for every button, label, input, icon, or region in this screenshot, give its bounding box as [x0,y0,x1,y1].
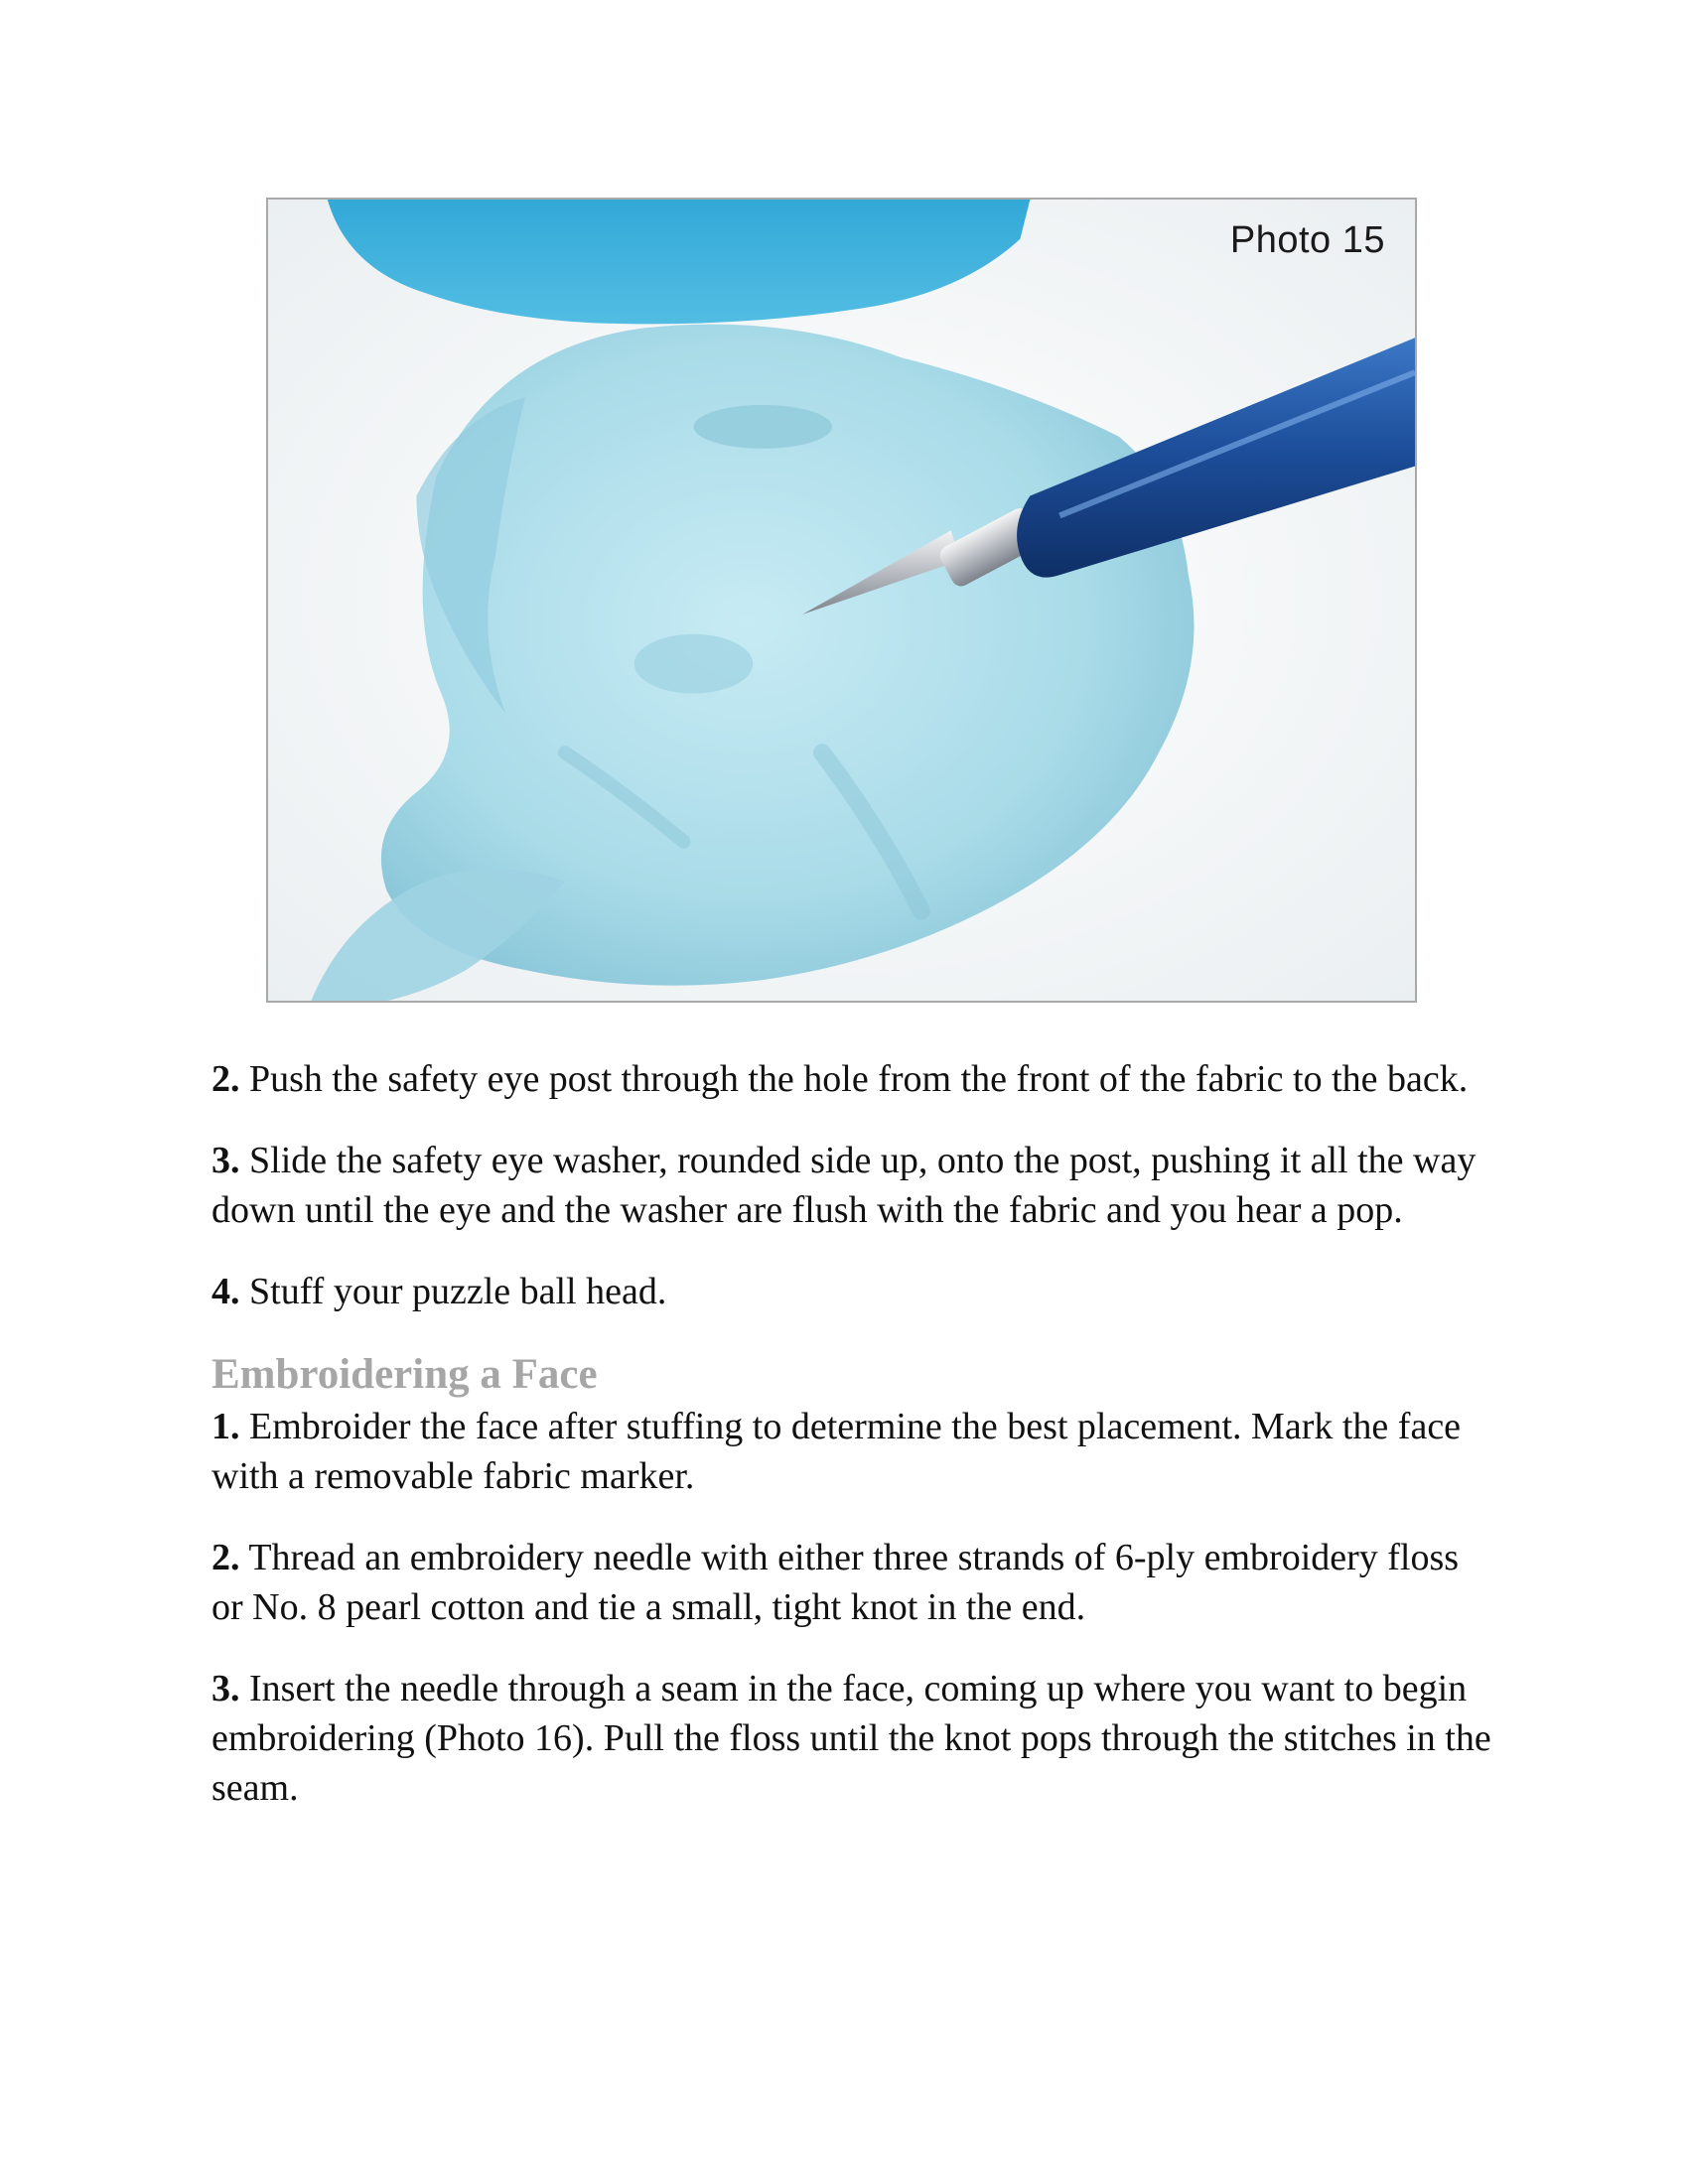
embroider-step-2 [211,1533,1492,1632]
embroider-step-3 [211,1664,1492,1813]
step-number: 3. [211,1140,240,1181]
step-number: 2. [211,1537,240,1578]
step-2-push-post [211,1054,1492,1104]
step-text: Insert the needle through a seam in the face, coming up where you want to begin embroidering (Photo 16). Pull the floss until the knot pops through the stitches in the seam. [211,1668,1491,1809]
step-4-stuff-head [211,1267,1492,1316]
step-text: Stuff your puzzle ball head. [239,1271,667,1312]
instructions [211,1054,1492,1844]
step-text: Slide the safety eye washer, rounded side up, onto the post, pushing it all the way down until the eye and the washer are flush with the fabric and you hear a pop. [211,1140,1477,1231]
step-number: 2. [211,1058,240,1100]
section-heading: Embroidering a Face [211,1351,598,1398]
embroider-step-1 [211,1402,1492,1501]
step-number: 4. [211,1271,240,1312]
step-number: 1. [211,1406,240,1447]
step-3-slide-washer [211,1136,1492,1235]
photo-label: Photo 15 [1229,219,1385,261]
step-text: Thread an embroidery needle with either three strands of 6-ply embroidery floss or No. 8 pearl cotton and tie a small, tight knot in the end. [211,1537,1460,1628]
step-text: Embroider the face after stuffing to determine the best placement. Mark the face with a removable fabric marker. [211,1406,1462,1497]
step-number: 3. [211,1668,240,1709]
fleece-puzzle-ball-photo [268,200,1415,1001]
photo-15 [266,198,1417,1003]
step-text: Push the safety eye post through the hole from the front of the fabric to the back. [239,1058,1469,1100]
